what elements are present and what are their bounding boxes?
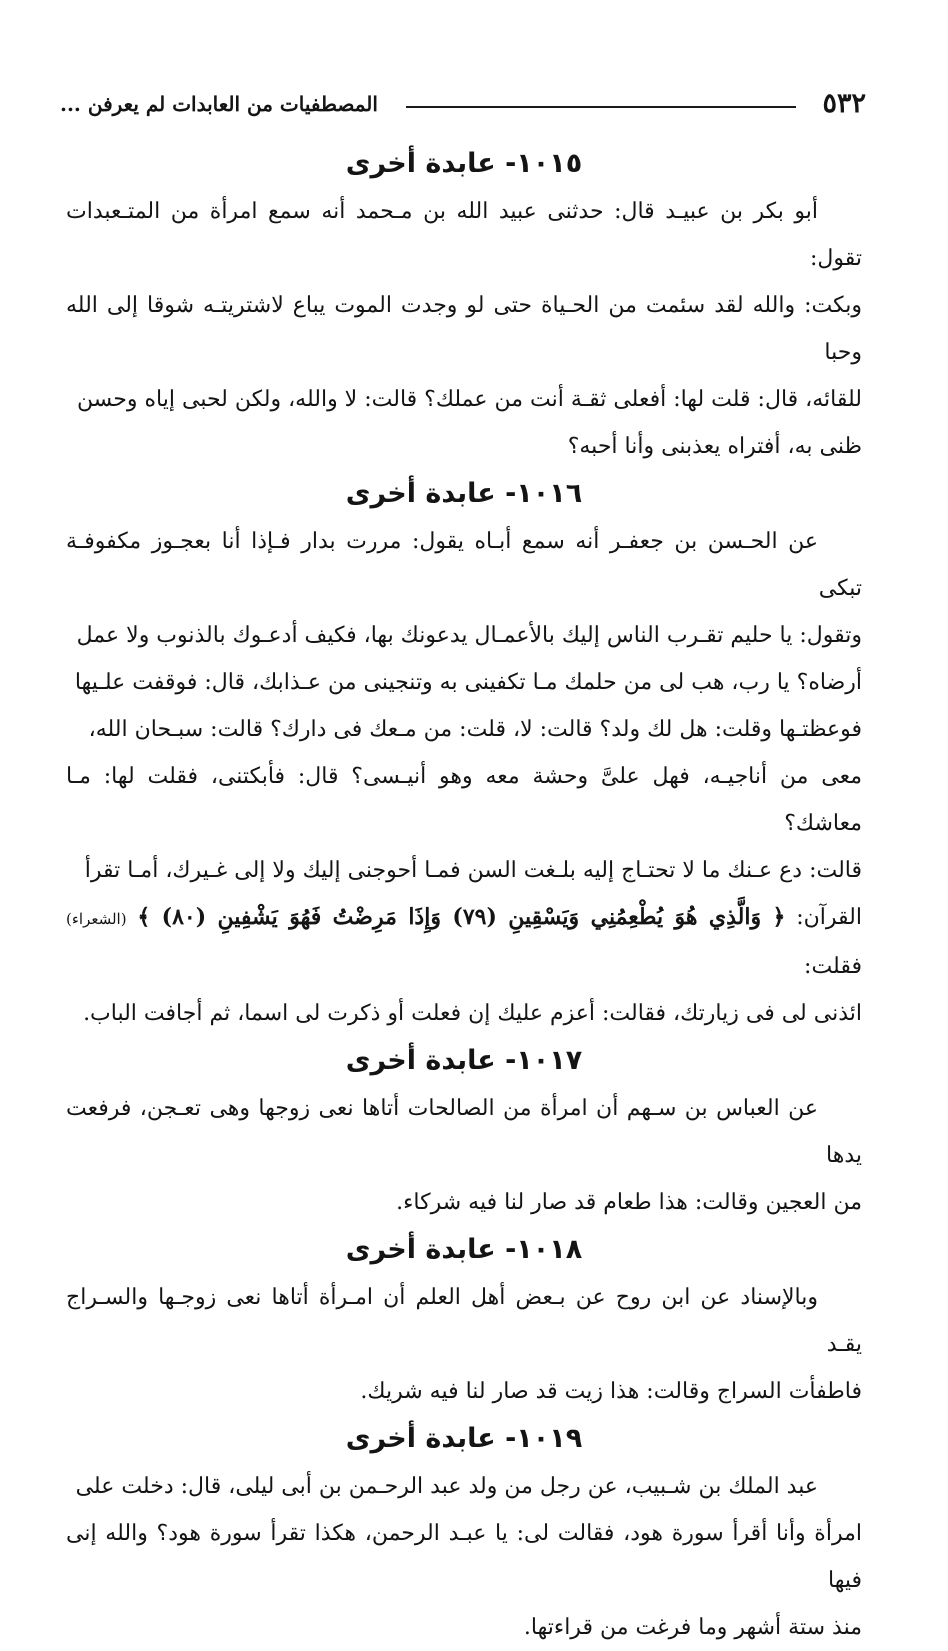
- text-line: وتقول: يا حليم تقـرب الناس إليك بالأعمـال يدعونك بها، فكيف أدعـوك بالذنوب ولا عمل: [76, 623, 862, 648]
- section-text-1017: [66, 1085, 862, 1226]
- page-number: ٥٣٢: [822, 88, 866, 119]
- text-line: وبالإسناد عن ابن روح عن بـعض أهل العلم أن امـرأة أتاها نعى زوجـها والسـراج يقـد: [66, 1285, 862, 1357]
- text-line: ائذنى لى فى زيارتك، فقالت: أعزم عليك إن فعلت أو ذكرت لى اسما، ثم أجافت الباب.: [83, 1001, 862, 1026]
- header-rule: [406, 106, 796, 108]
- text-line: عن العباس بن سـهم أن امرأة من الصالحات أتاها نعى زوجها وهى تعـجن، فرفعت يدها: [66, 1096, 862, 1168]
- quran-line: [66, 894, 862, 990]
- section-text-1019: [66, 1463, 862, 1651]
- text-line: قالت: دع عـنك ما لا تحتـاج إليه بلـغت السن فمـا أحوجنى إليك ولا إلى غـيرك، أمـا تقرأ: [84, 858, 862, 883]
- section-text-1016: [66, 518, 862, 1037]
- text-line: عن الحـسن بن جعفـر أنه سمع أبـاه يقول: مررت بدار فـإذا أنا بعجـوز مكفوفـة تبكى: [66, 529, 862, 601]
- text-line: للقائه، قال: قلت لها: أفعلى ثقـة أنت من عملك؟ قالت: لا والله، ولكن لحبى إياه وحسن: [76, 387, 862, 412]
- text-line: ظنى به، أفتراه يعذبنى وأنا أحبه؟: [567, 434, 862, 459]
- surah-name: (الشعراء): [66, 910, 127, 928]
- text-line: فاطفأت السراج وقالت: هذا زيت قد صار لنا فيه شريك.: [360, 1379, 862, 1404]
- running-title: المصطفيات من العابدات لم يعرفن ...: [60, 92, 378, 116]
- section-heading-1018: ١٠١٨- عابدة أخرى: [345, 1234, 583, 1265]
- text-line: وبكت: والله لقد سئمت من الحـياة حتى لو وجدت الموت يباع لاشتريتـه شوقا إلى الله وحبا: [66, 293, 862, 365]
- text-line: أبو بكر بن عبيـد قال: حدثنى عبيد الله بن مـحمد أنه سمع امرأة من المتـعبدات تقول:: [66, 199, 862, 271]
- section-text-1015: [66, 188, 862, 470]
- text-line: أرضاه؟ يا رب، هب لى من حلمك مـا تكفينى به وتنجينى من عـذابك، قال: فوقفت علـيها: [74, 670, 862, 695]
- section-heading-1019: ١٠١٩- عابدة أخرى: [345, 1423, 583, 1454]
- text-line: عبد الملك بن شـبيب، عن رجل من ولد عبد الرحـمن بن أبى ليلى، قال: دخلت على: [75, 1474, 818, 1499]
- section-heading-1015: ١٠١٥- عابدة أخرى: [345, 148, 583, 179]
- section-heading-1017: ١٠١٧- عابدة أخرى: [345, 1045, 583, 1076]
- text-line: من العجين وقالت: هذا طعام قد صار لنا فيه شركاء.: [396, 1190, 862, 1215]
- quran-verse: ﴿ وَالَّذِي هُوَ يُطْعِمُنِي وَيَسْقِينِ (٧٩) وَإِذَا مَرِضْتُ فَهُوَ يَشْفِينِ (٨٠) ﴾: [137, 904, 786, 930]
- page-content: [66, 140, 862, 1651]
- text-line: امرأة وأنا أقرأ سورة هود، فقالت لى: يا عبـد الرحمن، هكذا تقرأ سورة هود؟ والله إنى فيها: [66, 1521, 862, 1593]
- text-line: فوعظتـها وقلت: هل لك ولد؟ قالت: لا، قلت: من مـعك فى دارك؟ قالت: سبـحان الله،: [88, 717, 862, 742]
- text-line: منذ ستة أشهر وما فرغت من قراءتها.: [523, 1615, 862, 1640]
- quran-prefix: القرآن:: [796, 905, 862, 930]
- section-text-1018: [66, 1274, 862, 1415]
- page-header: [60, 88, 866, 124]
- text-line: معى من أناجيـه، فهل علىَّ وحشة معه وهو أنيـسى؟ قال: فأبكتنى، فقلت لها: مـا معاشك؟: [66, 764, 862, 836]
- quran-suffix: فقلت:: [804, 954, 862, 979]
- section-heading-1016: ١٠١٦- عابدة أخرى: [345, 478, 583, 509]
